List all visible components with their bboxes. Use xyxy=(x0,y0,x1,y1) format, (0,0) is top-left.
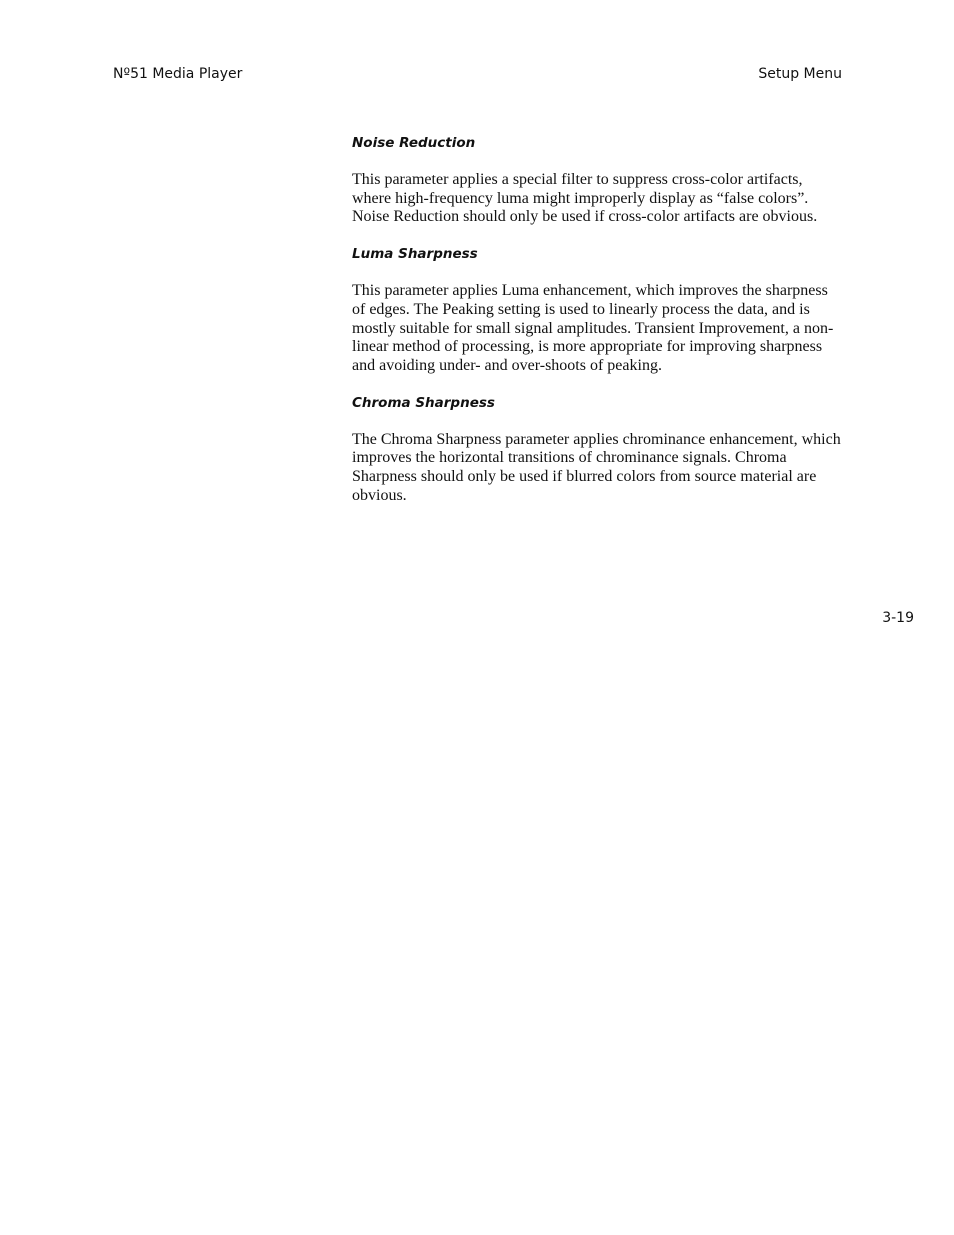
section-heading: Chroma Sharpness xyxy=(352,394,495,411)
section-heading: Luma Sharpness xyxy=(352,246,478,263)
main-content xyxy=(352,134,844,523)
running-header-section: Setup Menu xyxy=(758,66,842,82)
section-noise-reduction xyxy=(352,134,844,227)
section-body: This parameter applies a special filter to suppress cross-color artifacts, where high-frequency luma might improperly display as “false colors”. Noise Reduction should only be used if cross-color artifacts are obvious. xyxy=(352,171,818,226)
section-body: This parameter applies Luma enhancement, which improves the sharpness of edges. The Peaking setting is used to linearly process the data, and is mostly suitable for small signal amplitudes. Transient Improvement, a non-linear method of processing, is more appropriate for improving sharpness and avoiding under- and over-shoots of peaking. xyxy=(352,282,834,374)
section-luma-sharpness xyxy=(352,245,844,376)
page-number: 3-19 xyxy=(882,610,914,626)
section-chroma-sharpness xyxy=(352,394,844,506)
running-header-title: Nº51 Media Player xyxy=(113,66,243,82)
section-heading: Noise Reduction xyxy=(352,135,476,151)
section-body: The Chroma Sharpness parameter applies chrominance enhancement, which improves the horizontal transitions of chrominance signals. Chroma Sharpness should only be used if blurred colors from source material are obvious. xyxy=(352,430,841,504)
